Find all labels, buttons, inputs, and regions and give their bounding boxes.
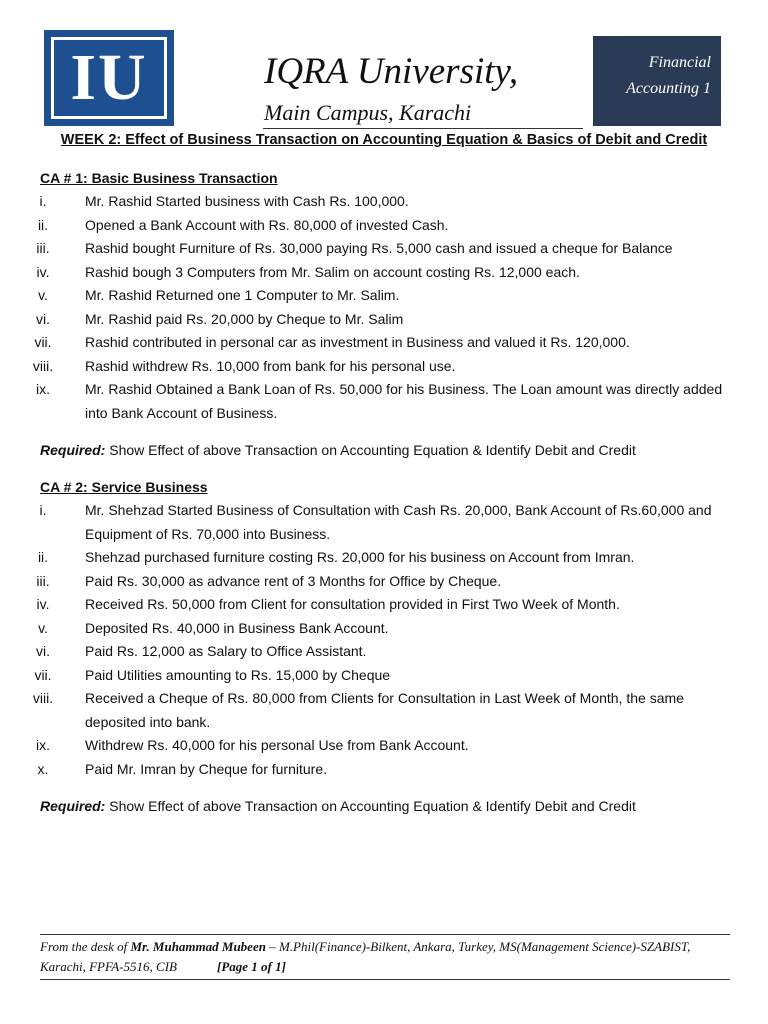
- item-text: Withdrew Rs. 40,000 for his personal Use from Bank Account.: [85, 737, 469, 753]
- item-text: Paid Rs. 30,000 as advance rent of 3 Months for Office by Cheque.: [85, 572, 502, 589]
- university-logo: [44, 30, 174, 126]
- item-number: ii.: [37, 549, 49, 565]
- course-line-1: Financial: [648, 54, 711, 71]
- list-item: [0, 593, 768, 617]
- footer-author: Mr. Muhammad Mubeen: [130, 939, 266, 954]
- footer-divider-top: [40, 934, 730, 935]
- list-item: [0, 378, 768, 425]
- item-text: Received Rs. 50,000 from Client for consultation provided in First Two Week of Month.: [85, 596, 620, 612]
- list-item: [0, 355, 768, 379]
- section-list-ca2: [0, 499, 768, 781]
- item-number: i.: [39, 502, 47, 518]
- list-item: [0, 664, 768, 688]
- week-title: WEEK 2: Effect of Business Transaction on Accounting Equation & Basics of Debit and Credit: [60, 132, 708, 148]
- item-text: Mr. Rashid Started business with Cash Rs. 100,000.: [85, 193, 409, 209]
- required-label: Required:: [40, 798, 106, 814]
- item-text: Paid Utilities amounting to Rs. 15,000 by Cheque: [85, 666, 391, 683]
- section-title-ca1: CA # 1: Basic Business Transaction: [40, 170, 278, 186]
- list-item: [0, 734, 768, 758]
- required-text: Show Effect of above Transaction on Accounting Equation & Identify Debit and Credit: [105, 442, 636, 458]
- item-text: Paid Mr. Imran by Cheque for furniture.: [85, 760, 327, 777]
- item-number: iii.: [36, 572, 50, 589]
- item-number: iv.: [36, 596, 50, 612]
- required-text: Show Effect of above Transaction on Accounting Equation & Identify Debit and Credit: [105, 798, 636, 814]
- list-item: [0, 190, 768, 214]
- item-number: vii.: [34, 666, 52, 683]
- university-name: IQRA University,: [264, 51, 519, 92]
- item-number: v.: [38, 619, 48, 636]
- list-item: [0, 261, 768, 285]
- item-number: vi.: [36, 310, 50, 327]
- list-item: [0, 308, 768, 332]
- list-item: [0, 640, 768, 664]
- footer-divider-bottom: [40, 979, 730, 980]
- list-item: [0, 499, 768, 546]
- list-item: [0, 237, 768, 261]
- item-text: Shehzad purchased furniture costing Rs. 20,000 for his business on Account from Imran.: [85, 549, 635, 565]
- item-number: viii.: [32, 690, 54, 706]
- required-label: Required:: [40, 442, 106, 458]
- item-text: Rashid contributed in personal car as investment in Business and valued it Rs. 120,000.: [85, 334, 630, 350]
- item-number: i.: [39, 193, 47, 209]
- page-number: [Page 1 of 1]: [216, 959, 286, 974]
- list-item: [0, 570, 768, 594]
- item-text: Rashid withdrew Rs. 10,000 from bank for his personal use.: [85, 357, 456, 374]
- list-item: [0, 331, 768, 355]
- item-number: iii.: [36, 240, 50, 256]
- footer: [40, 937, 730, 977]
- item-number: x.: [37, 760, 49, 777]
- list-item: [0, 687, 768, 734]
- list-item: [0, 284, 768, 308]
- list-item: [0, 214, 768, 238]
- logo-frame: [51, 37, 167, 119]
- logo-text: IU: [70, 41, 148, 114]
- item-number: viii.: [32, 357, 54, 374]
- item-text: Mr. Rashid paid Rs. 20,000 by Cheque to Mr. Salim: [85, 310, 404, 327]
- course-badge: [593, 36, 721, 126]
- footer-prefix: From the desk of: [40, 939, 131, 954]
- section-list-ca1: [0, 190, 768, 425]
- list-item: [0, 546, 768, 570]
- list-item: [0, 617, 768, 641]
- item-text: Deposited Rs. 40,000 in Business Bank Account.: [85, 619, 389, 636]
- list-item: [0, 758, 768, 782]
- item-text: Rashid bough 3 Computers from Mr. Salim on account costing Rs. 12,000 each.: [85, 263, 580, 280]
- item-text: Mr. Rashid Obtained a Bank Loan of Rs. 50,000 for his Business. The Loan amount was directly added into Bank Account of Business.: [85, 381, 723, 421]
- header-divider: [263, 128, 583, 129]
- footer-credentials: – M.Phil(Finance)-Bilkent, Ankara, Turkey, MS(Management Science)-SZABIST, Karachi, FPFA-5516, CIB: [40, 939, 691, 974]
- required-note-ca1: [40, 442, 636, 458]
- item-text: Opened a Bank Account with Rs. 80,000 of invested Cash.: [85, 216, 449, 233]
- item-number: vi.: [36, 643, 50, 659]
- item-text: Received a Cheque of Rs. 80,000 from Clients for Consultation in Last Week of Month, the same deposited into bank.: [85, 690, 684, 730]
- item-text: Mr. Shehzad Started Business of Consultation with Cash Rs. 20,000, Bank Account of Rs.60,000 and Equipment of Rs. 70,000 into Business.: [85, 502, 712, 542]
- item-number: ii.: [37, 216, 49, 233]
- item-text: Rashid bought Furniture of Rs. 30,000 paying Rs. 5,000 cash and issued a cheque for Balance: [85, 240, 673, 256]
- campus-name: Main Campus, Karachi: [264, 100, 472, 125]
- required-note-ca2: [40, 798, 636, 814]
- item-number: ix.: [36, 381, 50, 397]
- item-number: v.: [38, 287, 48, 303]
- course-line-2: Accounting 1: [626, 80, 711, 97]
- item-number: ix.: [36, 737, 50, 753]
- item-number: vii.: [34, 334, 52, 350]
- item-text: Paid Rs. 12,000 as Salary to Office Assistant.: [85, 643, 367, 659]
- item-number: iv.: [36, 263, 50, 280]
- section-title-ca2: CA # 2: Service Business: [40, 479, 208, 495]
- item-text: Mr. Rashid Returned one 1 Computer to Mr. Salim.: [85, 287, 400, 303]
